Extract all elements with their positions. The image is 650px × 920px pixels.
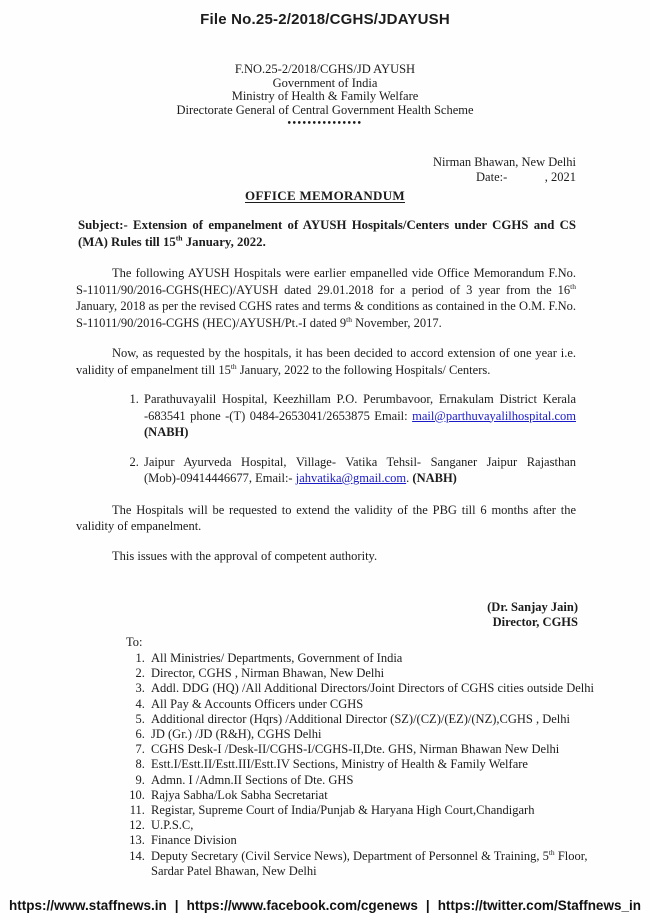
dotted-separator: •••••••••••••••	[287, 118, 363, 129]
distribution-item: 9. Admn. I /Admn.II Sections of Dte. GHS	[148, 773, 598, 788]
email-link[interactable]: jahvatika@gmail.com	[295, 471, 407, 485]
org-line-ministry: Ministry of Health & Family Welfare	[231, 89, 419, 103]
paragraph-empanelment-history: The following AYUSH Hospitals were earlier empanelled vide Office Memorandum F.No. S-11011/90/2016-CGHS(HEC)/AYUSH dated 29.01.2018 for a period of 3 year from the 16th January, 2018 as per the revised CGHS rates and terms & conditions as contained in the O.M. F.No. S-11011/90/2016-CGHS (HEC)/AYUSH/Pt.-I dated 9th November, 2017.	[76, 266, 576, 330]
distribution-item: 12. U.P.S.C,	[148, 818, 598, 833]
distribution-item: 7. CGHS Desk-I /Desk-II/CGHS-I/CGHS-II,Dte. GHS, Nirman Bhawan New Delhi	[148, 742, 598, 757]
subject-line: Subject:- Extension of empanelment of AYUSH Hospitals/Centers under CGHS and CS (MA) Rules till 15th January, 2022.	[78, 218, 576, 249]
ref-number: F.NO.25-2/2018/CGHS/JD AYUSH	[234, 62, 416, 76]
place-date-block	[0, 155, 650, 185]
distribution-item: 3. Addl. DDG (HQ) /All Additional Directors/Joint Directors of CGHS cities outside Delhi	[148, 681, 598, 696]
org-line-government: Government of India	[272, 75, 378, 90]
twitter-link[interactable]: https://twitter.com/Staffnews_in	[437, 898, 641, 913]
place-line: Nirman Bhawan, New Delhi	[432, 155, 576, 169]
footer-separator: |	[174, 898, 179, 913]
distribution-item: 11. Registar, Supreme Court of India/Punjab & Haryana High Court,Chandigarh	[148, 803, 598, 818]
org-line-directorate: Directorate General of Central Government Health Scheme	[176, 102, 474, 117]
distribution-list	[126, 651, 598, 879]
facebook-link[interactable]: https://www.facebook.com/cgenews	[186, 898, 418, 913]
file-number-header: File No.25-2/2018/CGHS/JDAYUSH	[200, 11, 450, 28]
hospital-item-jaipur-ayurveda: 2. Jaipur Ayurveda Hospital, Village- Vatika Tehsil- Sanganer Jaipur Rajasthan (Mob)-09414446677, Email:- jahvatika@gmail.com. (NABH)	[142, 454, 576, 487]
distribution-item: 4. All Pay & Accounts Officers under CGHS	[148, 697, 598, 712]
distribution-item: 8. Estt.I/Estt.II/Estt.III/Estt.IV Sections, Ministry of Health & Family Welfare	[148, 757, 598, 772]
memo-title: OFFICE MEMORANDUM	[245, 188, 405, 203]
footer-links-bar	[0, 898, 650, 913]
distribution-item: 14. Deputy Secretary (Civil Service News), Department of Personnel & Training, 5th Floor, Sardar Patel Bhawan, New Delhi	[148, 849, 598, 879]
paragraph-approval: This issues with the approval of competent authority.	[112, 548, 378, 563]
signatory-name: (Dr. Sanjay Jain)	[487, 600, 578, 614]
signature-block	[0, 600, 650, 630]
distribution-item: 1. All Ministries/ Departments, Government of India	[148, 651, 598, 666]
to-label: To:	[126, 635, 143, 649]
distribution-item: 6. JD (Gr.) /JD (R&H), CGHS Delhi	[148, 727, 598, 742]
email-link[interactable]: mail@parthuvayalilhospital.com	[412, 408, 576, 423]
distribution-item: 5. Additional director (Hqrs) /Additional Director (SZ)/(CZ)/(EZ)/(NZ),CGHS , Delhi	[148, 712, 598, 727]
date-line: Date:- , 2021	[476, 170, 576, 184]
paragraph-pbg-validity: The Hospitals will be requested to extend the validity of the PBG till 6 months after the validity of empanelment.	[76, 502, 576, 533]
footer-separator: |	[425, 898, 430, 913]
distribution-item: 10. Rajya Sabha/Lok Sabha Secretariat	[148, 788, 598, 803]
hospital-list	[122, 391, 576, 487]
letterhead	[0, 63, 650, 130]
paragraph-extension-decision: Now, as requested by the hospitals, it has been decided to accord extension of one year i.e. validity of empanelment till 15th January, 2022 to the following Hospitals/ Centers.	[76, 346, 576, 377]
hospital-item-parathuvayalil: 1. Parathuvayalil Hospital, Keezhillam P.O. Perumbavoor, Ernakulam District Kerala -683541 phone -(T) 0484-2653041/2653875 Email: mail@parthuvayalilhospital.com (NABH)	[142, 391, 576, 441]
distribution-item: 2. Director, CGHS , Nirman Bhawan, New Delhi	[148, 666, 598, 681]
distribution-item: 13. Finance Division	[148, 833, 598, 848]
staffnews-link[interactable]: https://www.staffnews.in	[9, 898, 167, 913]
signatory-designation: Director, CGHS	[492, 615, 578, 629]
